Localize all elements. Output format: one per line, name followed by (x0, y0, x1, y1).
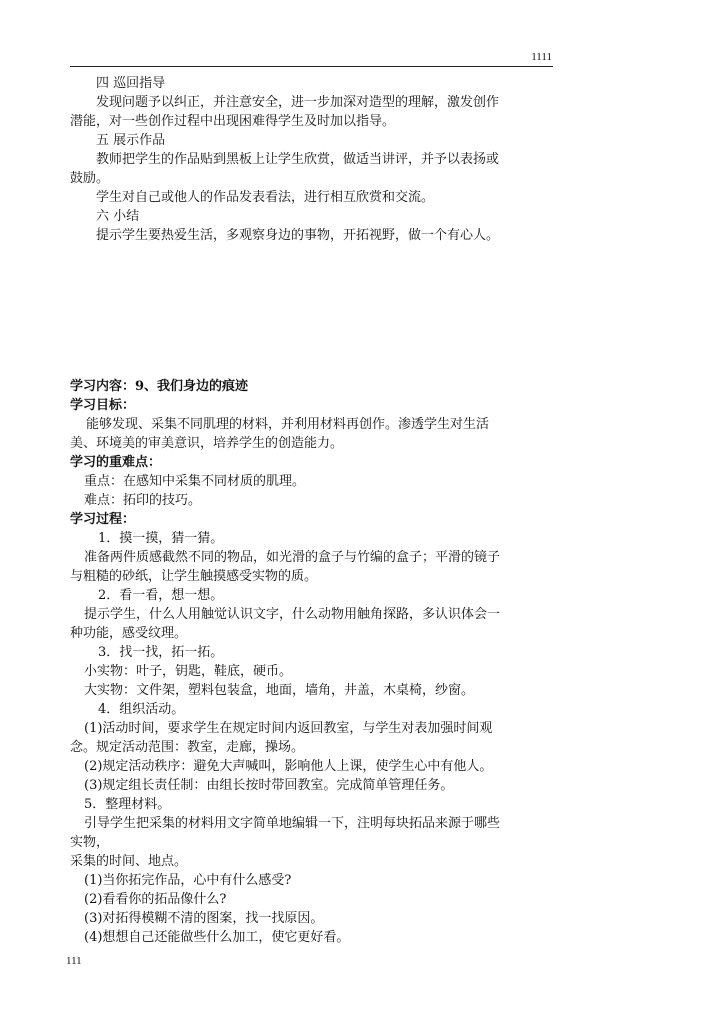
step-1-text-line: 准备两件质感截然不同的物品，如光滑的盒子与竹编的盒子；平滑的镜子 (84, 550, 501, 565)
section-5-heading: 五 展示作品 (96, 133, 166, 148)
section-6-text-line: 提示学生要热爱生活，多观察身边的事物，开拓视野，做一个有心人。 (96, 228, 500, 243)
step-2-title: 2．看一看，想一想。 (98, 588, 224, 603)
difficulty-line: 难点：拓印的技巧。 (84, 493, 202, 508)
step-1-title: 1．摸一摸，猜一猜。 (98, 531, 224, 546)
header-rule (70, 66, 553, 67)
section-4-heading: 四 巡回指导 (96, 76, 166, 91)
step-5-text-line: 引导学生把采集的材料用文字简单地编辑一下，注明每块拓品来源于哪些 (84, 816, 501, 831)
section-5-text-line: 学生对自己或他人的作品发表看法，进行相互欣赏和交流。 (96, 190, 435, 205)
step-4-text-line: (2)规定活动秩序：避免大声喊叫，影响他人上课，使学生心中有他人。 (84, 759, 493, 774)
step-2-text-line: 提示学生，什么人用触觉认识文字，什么动物用触角探路，多认识体会一 (84, 607, 501, 622)
step-3-text-line: 大实物：文件架，塑料包装盒，地面，墙角，井盖，木桌椅，纱窗。 (84, 683, 475, 698)
step-3-title: 3．找一找，拓一拓。 (98, 645, 224, 660)
key-points-heading: 学习的重难点： (70, 455, 162, 470)
section-4-text-line: 发现问题予以纠正，并注意安全，进一步加深对造型的理解，激发创作 (96, 95, 500, 110)
goal-text-line: 美、环境美的审美意识，培养学生的创造能力。 (70, 436, 344, 451)
step-2-text-line: 种功能，感受纹理。 (70, 626, 188, 641)
step-3-text-line: 小实物：叶子，钥匙，鞋底，硬币。 (84, 664, 293, 679)
step-1-text-line: 与粗糙的砂纸，让学生触摸感受实物的质。 (70, 569, 318, 584)
section-5-text-line: 鼓励。 (70, 171, 110, 186)
step-4-text-line: 念。规定活动范围：教室，走廊，操场。 (70, 740, 305, 755)
section-6-heading: 六 小结 (96, 209, 140, 224)
header-page-number: 1111 (531, 51, 552, 63)
goal-heading: 学习目标： (70, 398, 136, 413)
lesson-content-title: 学习内容：9、我们身边的痕迹 (70, 379, 249, 394)
section-5-text-line: 教师把学生的作品贴到黑板上让学生欣赏，做适当讲评，并予以表扬或 (96, 152, 500, 167)
step-5-text-line: 采集的时间、地点。 (70, 854, 188, 869)
step-4-title: 4．组织活动。 (98, 702, 185, 717)
section-4-text-line: 潜能，对一些创作过程中出现困难得学生及时加以指导。 (70, 114, 396, 129)
process-heading: 学习过程： (70, 512, 136, 527)
question-item: (4)想想自己还能做些什么加工，使它更好看。 (84, 930, 350, 945)
key-point-line: 重点：在感知中采集不同材质的肌理。 (84, 474, 306, 489)
goal-text-line: 能够发现、采集不同肌理的材料，并利用材料再创作。渗透学生对生活 (86, 417, 490, 432)
question-item: (1)当你拓完作品，心中有什么感受? (84, 873, 292, 888)
step-4-text-line: (3)规定组长责任制：由组长按时带回教室。完成简单管理任务。 (84, 778, 454, 793)
footer-page-number: 111 (66, 955, 82, 967)
step-5-text-line: 实物， (70, 835, 110, 850)
step-4-text-line: (1)活动时间，要求学生在规定时间内返回教室，与学生对表加强时间观 (84, 721, 493, 736)
step-5-title: 5．整理材料。 (84, 797, 171, 812)
question-item: (3)对拓得模糊不清的图案，找一找原因。 (84, 911, 324, 926)
question-item: (2)看看你的拓品像什么? (84, 892, 227, 907)
